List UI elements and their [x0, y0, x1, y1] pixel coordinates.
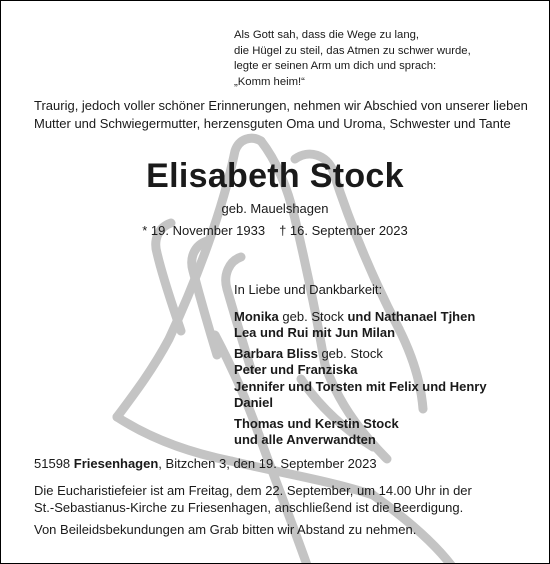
intro-text: [34, 97, 528, 132]
service-line: St.-Sebastianus-Kirche zu Friesenhagen, anschließend ist die Beerdigung.: [34, 499, 464, 515]
condolence-note: Von Beileidsbekundungen am Grab bitten wir Abstand zu nehmen.: [34, 522, 417, 537]
address-rest: , Bitzchen 3, den 19. September 2023: [158, 456, 377, 471]
mourner-children: Lea und Rui mit Jun Milan: [234, 325, 396, 340]
mourner-others: und alle Anverwandten: [234, 432, 376, 447]
birth-date: * 19. November 1933: [142, 223, 266, 238]
mourner-name: Peter und Franziska: [234, 362, 358, 377]
service-line: Die Eucharistiefeier ist am Freitag, dem 22. September, um 14.00 Uhr in der: [34, 483, 472, 498]
deceased-name: Elisabeth Stock: [146, 157, 404, 195]
mourners-heading: In Liebe und Dankbarkeit:: [234, 282, 383, 297]
intro-line: Traurig, jedoch voller schöner Erinnerungen, nehmen wir Abschied von unserer lieben: [34, 98, 528, 113]
poem-line: die Hügel zu steil, das Atmen zu schwer wurde,: [234, 44, 471, 57]
mourner-group: [234, 309, 487, 342]
mourner-line: [234, 309, 487, 326]
poem-line: „Komm heim!“: [234, 75, 305, 88]
poem-line: Als Gott sah, dass die Wege zu lang,: [234, 29, 420, 41]
intro-line: Mutter und Schwiegermutter, herzensguten Oma und Uroma, Schwester und Tante: [34, 115, 511, 131]
mourner-line: [234, 325, 487, 342]
mourner-line: [234, 362, 487, 379]
mourner-line: [234, 379, 487, 396]
funeral-service-info: [34, 483, 472, 516]
poem: [234, 28, 471, 90]
mourner-name: Thomas und Kerstin Stock: [234, 415, 399, 431]
postcode: 51598: [34, 456, 74, 471]
mourner-line: [234, 416, 487, 433]
mourner-name: Barbara Bliss: [234, 345, 318, 361]
mourner-group: [234, 416, 487, 449]
address-line: [34, 456, 377, 471]
death-date: † 16. September 2023: [279, 223, 408, 238]
mourner-name: Jennifer und Torsten mit Felix und Henry: [234, 378, 487, 394]
mourners-list: [234, 282, 487, 449]
mourner-birth-name: geb. Stock: [317, 345, 383, 361]
birth-name: geb. Mauelshagen: [221, 201, 329, 216]
mourner-group: [234, 346, 487, 412]
town: Friesenhagen: [73, 456, 159, 471]
mourner-line: [234, 346, 487, 363]
poem-line: legte er seinen Arm um dich und sprach:: [234, 60, 437, 72]
mourner-name: Daniel: [234, 395, 274, 410]
life-dates: [1, 223, 549, 238]
mourner-line: [234, 395, 487, 412]
mourner-line: [234, 432, 487, 449]
mourner-spouse: und Nathanael Tjhen: [347, 308, 476, 324]
mourner-birth-name: geb. Stock: [278, 308, 348, 324]
mourner-name: Monika: [234, 308, 279, 324]
